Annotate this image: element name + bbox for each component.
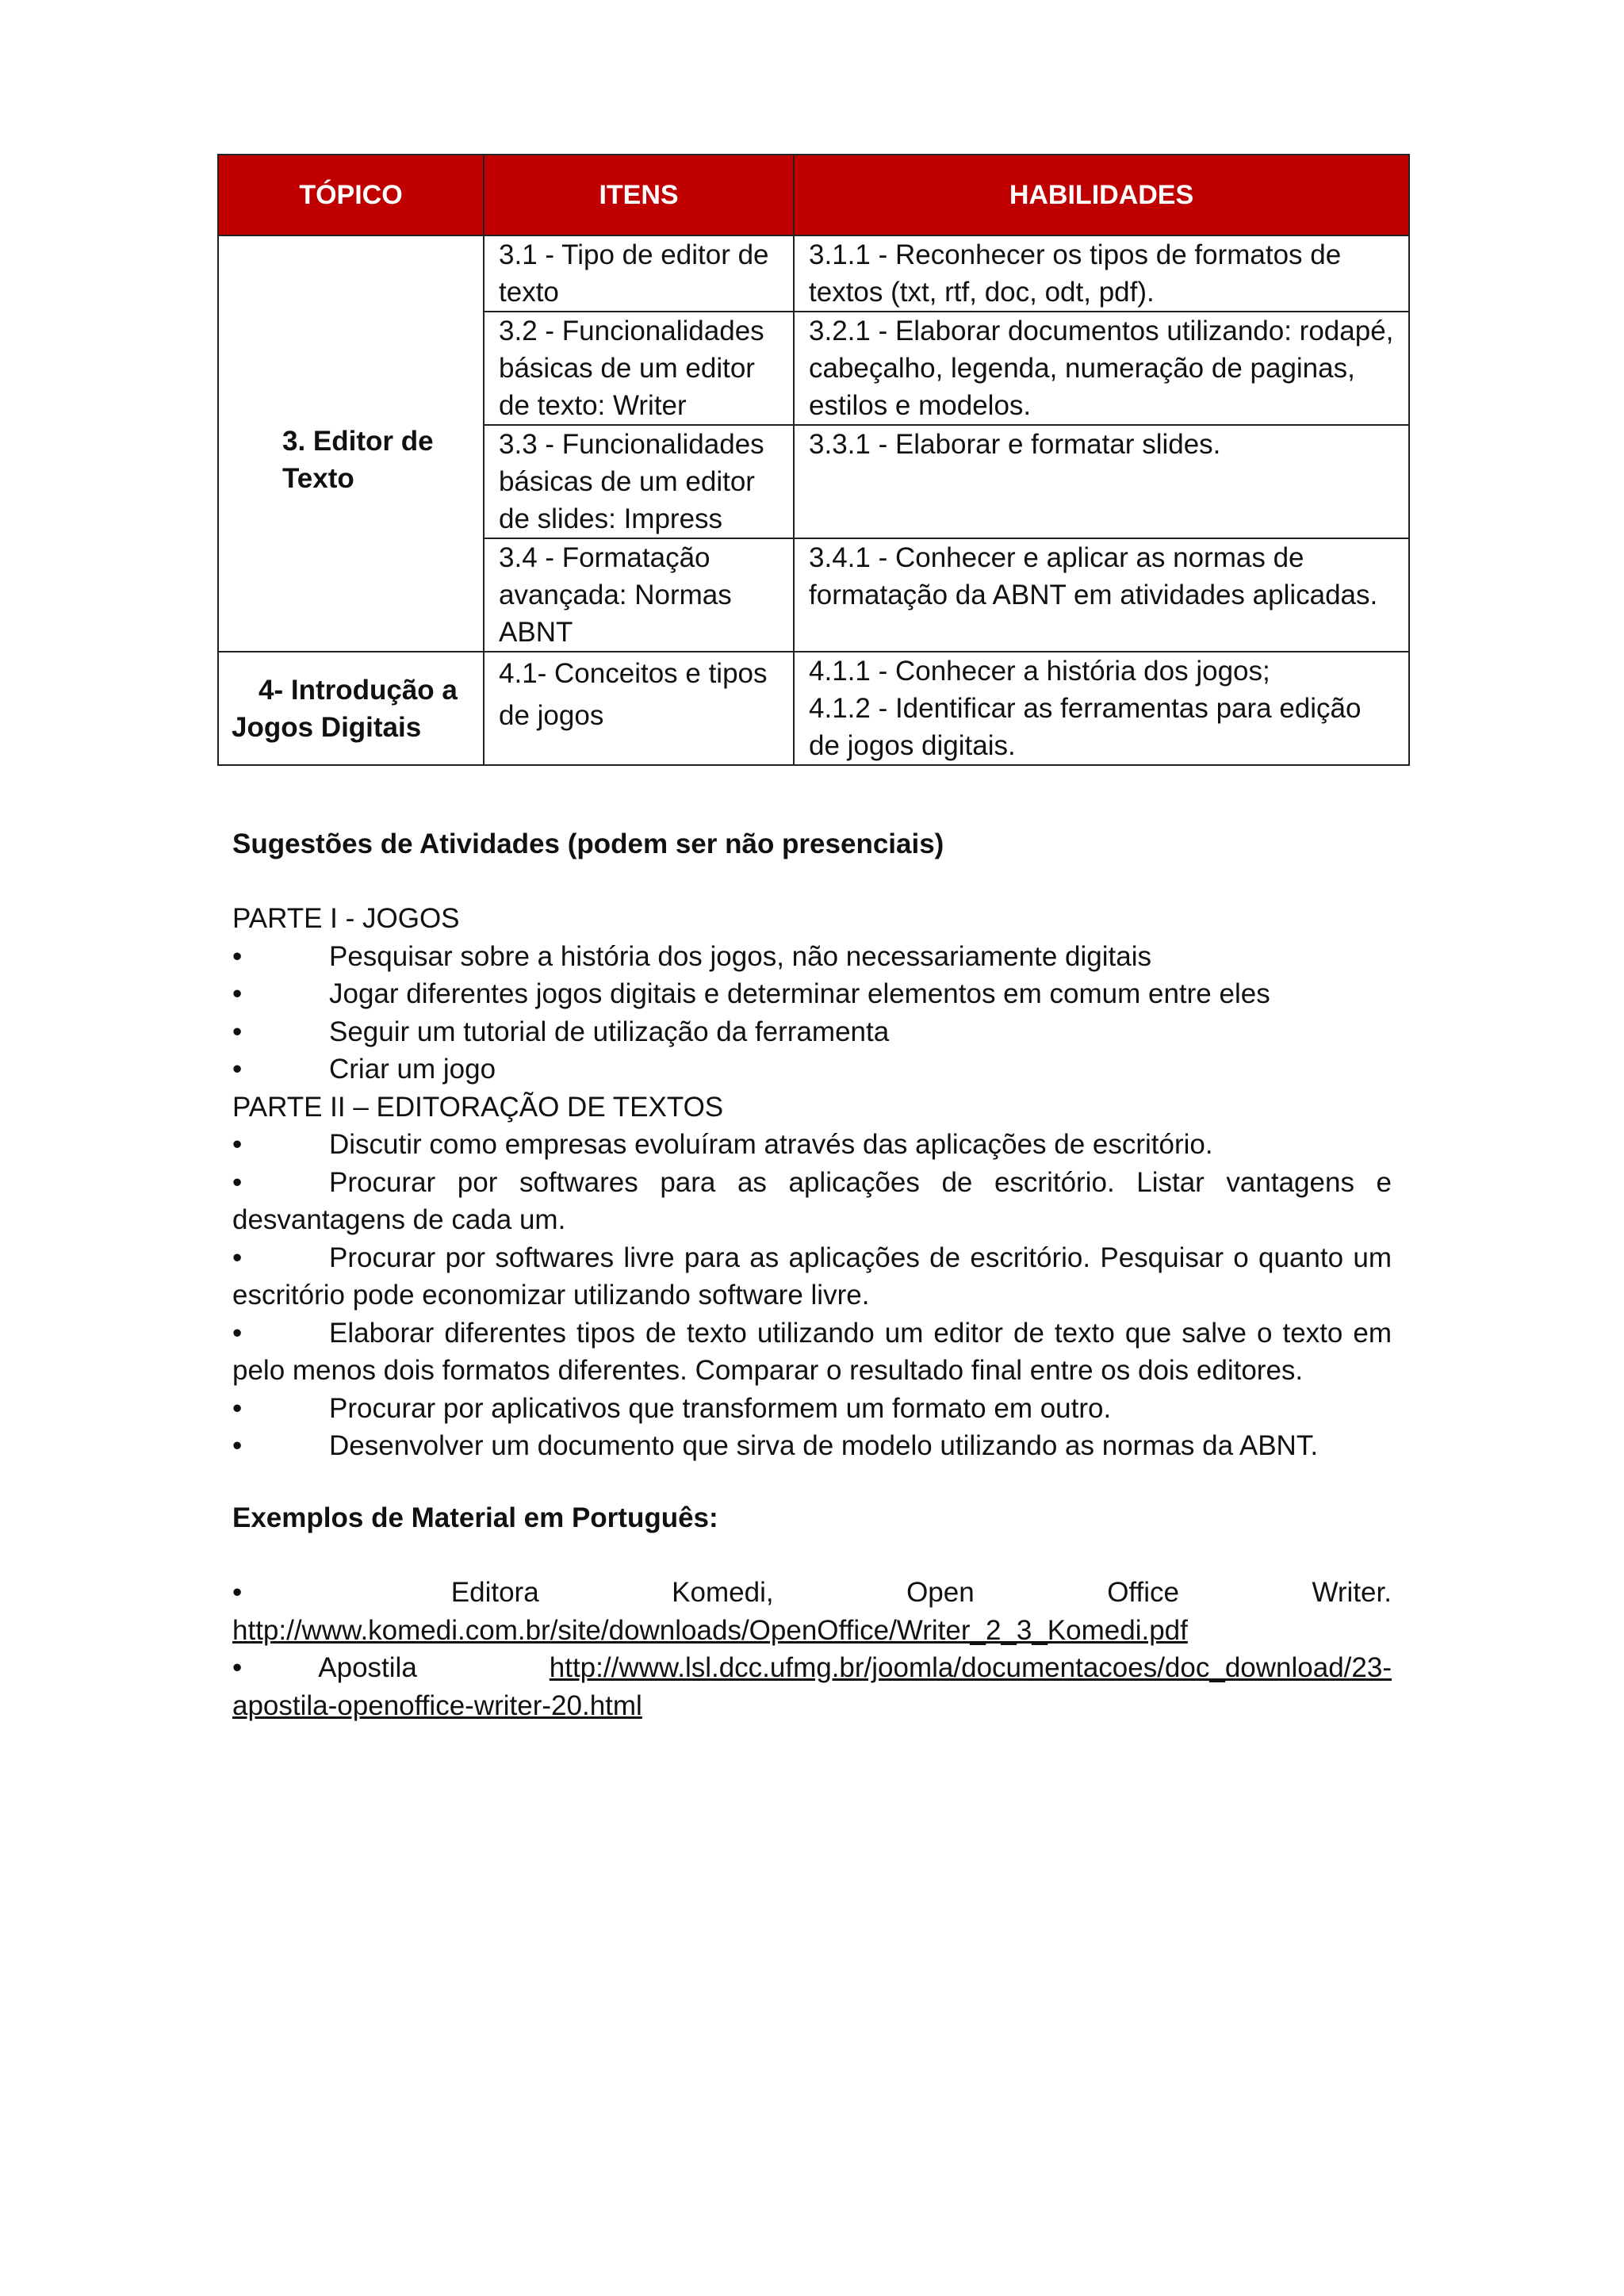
part2-title: PARTE II – EDITORAÇÃO DE TEXTOS [232,1091,724,1123]
bullet-icon: • [232,1242,243,1273]
list-item-text: Pesquisar sobre a história dos jogos, não necessariamente digitais [329,940,1151,972]
header-items: ITENS [484,155,794,235]
materials-list [232,1574,1392,1724]
list-item [232,1239,1392,1314]
list-item [232,1314,1392,1390]
material-word: Office [1107,1577,1179,1608]
header-topic: TÓPICO [218,155,484,235]
part1-title: PARTE I - JOGOS [232,903,460,934]
list-item [232,1390,1392,1428]
list-item [232,938,1392,976]
table-header-row [218,155,1409,235]
item-cell: 4.1- Conceitos e tipos de jogos [484,652,794,765]
skill-cell [794,652,1409,765]
skill-line: 4.1.2 - Identificar as ferramentas para edição de jogos digitais. [809,693,1362,761]
list-item [232,1050,1392,1089]
komedi-link[interactable]: http://www.komedi.com.br/site/downloads/OpenOffice/Writer_2_3_Komedi.pdf [232,1614,1188,1646]
item-cell: 3.4 - Formatação avançada: Normas ABNT [484,538,794,652]
list-item-text: Discutir como empresas evoluíram através das aplicações de escritório. [329,1129,1213,1160]
bullet-icon: • [232,978,243,1009]
list-item [232,1427,1392,1465]
bullet-icon: • [232,1652,243,1683]
item-cell: 3.1 - Tipo de editor de texto [484,235,794,312]
list-item-text: Seguir um tutorial de utilização da ferramenta [329,1016,890,1047]
bullet-icon: • [232,1166,243,1198]
skill-cell: 3.3.1 - Elaborar e formatar slides. [794,425,1409,538]
suggestions-list [232,900,1392,1465]
syllabus-table [217,154,1410,766]
skill-cell: 3.4.1 - Conhecer e aplicar as normas de formatação da ABNT em atividades aplicadas. [794,538,1409,652]
material-label: Apostila [318,1652,417,1683]
list-item [232,1013,1392,1051]
list-item [232,1574,1392,1612]
bullet-icon: • [232,1430,243,1461]
material-word: Editora [450,1577,539,1608]
header-skills: HABILIDADES [794,155,1409,235]
bullet-icon: • [232,1054,243,1085]
material-word: Komedi, [672,1577,774,1608]
apostila-link-continued[interactable]: apostila-openoffice-writer-20.html [232,1689,642,1721]
skill-cell: 3.2.1 - Elaborar documentos utilizando: rodapé, cabeçalho, legenda, numeração de paginas, estilos e modelos. [794,312,1409,425]
list-item-text: Desenvolver um documento que sirva de modelo utilizando as normas da ABNT. [329,1430,1319,1461]
skill-cell: 3.1.1 - Reconhecer os tipos de formatos de textos (txt, rtf, doc, odt, pdf). [794,235,1409,312]
suggestions-heading: Sugestões de Atividades (podem ser não presenciais) [232,828,944,859]
list-item-text: Criar um jogo [329,1054,496,1085]
item-cell: 3.3 - Funcionalidades básicas de um editor de slides: Impress [484,425,794,538]
table-row [218,235,1409,312]
bullet-icon: • [232,1317,243,1349]
topic-cell [218,652,484,765]
list-item-text: Elaborar diferentes tipos de texto utilizando um editor de texto que salve o texto em pelo menos dois formatos diferentes. Comparar o resultado final entre os dois editores. [232,1317,1392,1386]
list-item-text: Procurar por softwares para as aplicações de escritório. Listar vantagens e desvantagens de cada um. [232,1166,1392,1235]
list-item-text: Procurar por softwares livre para as aplicações de escritório. Pesquisar o quanto um escritório pode economizar utilizando software livre. [232,1242,1392,1311]
list-item-text: Jogar diferentes jogos digitais e determinar elementos em comum entre eles [329,978,1270,1009]
bullet-icon: • [232,1016,243,1047]
list-item [232,975,1392,1013]
bullet-icon: • [232,1392,243,1424]
topic-label: 4- Introdução a Jogos Digitais [232,674,458,743]
table-row [218,652,1409,765]
list-item [232,1126,1392,1164]
list-item [232,1649,1392,1687]
apostila-link[interactable]: http://www.lsl.dcc.ufmg.br/joomla/documentacoes/doc_download/23- [549,1652,1392,1683]
bullet-icon: • [232,940,243,972]
list-item [232,1164,1392,1239]
bullet-icon: • [232,1577,243,1608]
topic-cell: 3. Editor de Texto [218,235,484,652]
materials-heading: Exemplos de Material em Português: [232,1502,718,1533]
bullet-icon: • [232,1129,243,1160]
list-item-text: Procurar por aplicativos que transformem um formato em outro. [329,1392,1112,1424]
material-word: Open [906,1577,975,1608]
item-cell: 3.2 - Funcionalidades básicas de um editor de texto: Writer [484,312,794,425]
skill-line: 4.1.1 - Conhecer a história dos jogos; [809,656,1270,687]
material-word: Writer. [1312,1577,1392,1608]
